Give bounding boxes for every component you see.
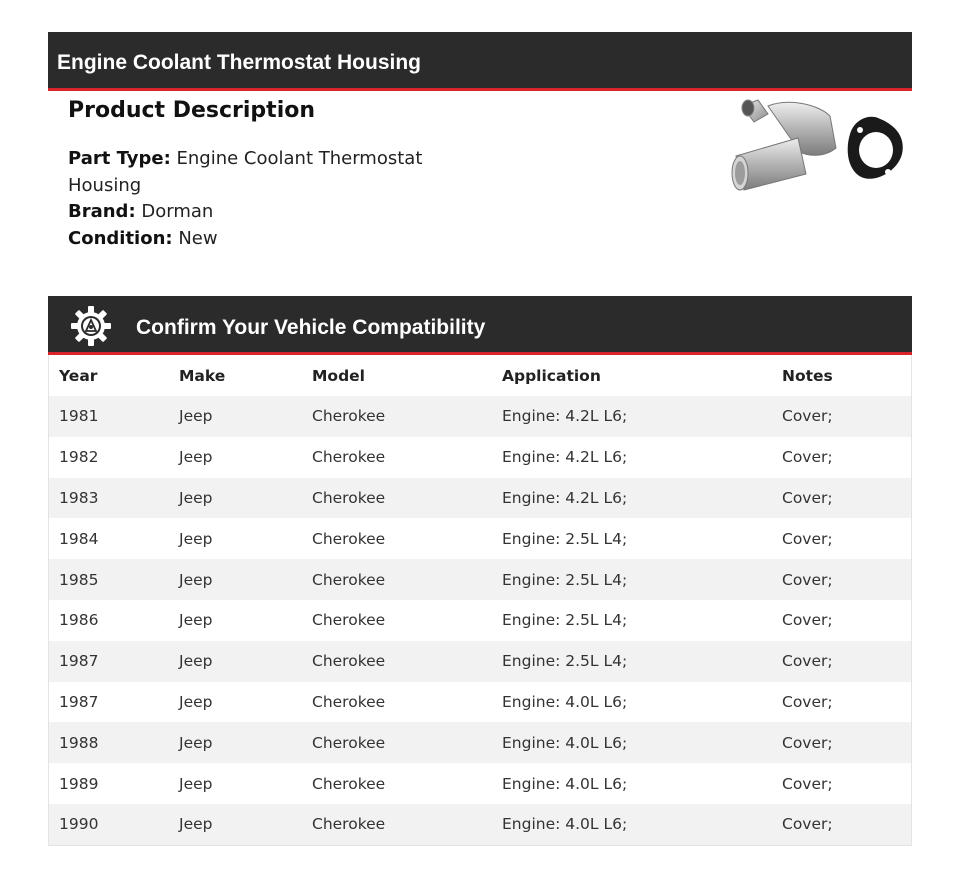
part-type-line <box>68 146 448 199</box>
year-cell: 1985 <box>49 559 170 600</box>
year-cell: 1987 <box>49 682 170 723</box>
notes-cell: Cover; <box>772 722 912 763</box>
notes-cell: Cover; <box>772 478 912 519</box>
notes-cell: Cover; <box>772 559 912 600</box>
application-cell: Engine: 4.2L L6; <box>492 396 772 437</box>
notes-cell: Cover; <box>772 600 912 641</box>
notes-cell: Cover; <box>772 763 912 804</box>
table-row <box>49 396 912 437</box>
notes-cell: Cover; <box>772 518 912 559</box>
application-cell: Engine: 4.2L L6; <box>492 437 772 478</box>
year-cell: 1989 <box>49 763 170 804</box>
year-cell: 1987 <box>49 641 170 682</box>
make-cell: Jeep <box>169 763 302 804</box>
make-cell: Jeep <box>169 600 302 641</box>
year-cell: 1981 <box>49 396 170 437</box>
application-cell: Engine: 2.5L L4; <box>492 600 772 641</box>
brand-label: Brand: <box>68 201 136 222</box>
model-cell: Cherokee <box>302 763 492 804</box>
make-cell: Jeep <box>169 518 302 559</box>
year-cell: 1988 <box>49 722 170 763</box>
compatibility-title: Confirm Your Vehicle Compatibility <box>136 316 486 339</box>
make-cell: Jeep <box>169 559 302 600</box>
model-cell: Cherokee <box>302 804 492 845</box>
gear-icon <box>70 305 112 347</box>
model-cell: Cherokee <box>302 682 492 723</box>
condition-line <box>68 226 448 253</box>
table-row <box>49 763 912 804</box>
product-title-banner <box>48 32 912 91</box>
column-header-year: Year <box>49 355 170 396</box>
gasket-shape <box>848 117 903 179</box>
product-title: Engine Coolant Thermostat Housing <box>57 51 422 74</box>
notes-cell: Cover; <box>772 682 912 723</box>
application-cell: Engine: 4.2L L6; <box>492 478 772 519</box>
year-cell: 1982 <box>49 437 170 478</box>
part-type-label: Part Type: <box>68 148 171 169</box>
application-cell: Engine: 4.0L L6; <box>492 763 772 804</box>
brand-value: Dorman <box>141 201 214 222</box>
table-row <box>49 682 912 723</box>
application-cell: Engine: 4.0L L6; <box>492 804 772 845</box>
notes-cell: Cover; <box>772 804 912 845</box>
application-cell: Engine: 4.0L L6; <box>492 682 772 723</box>
application-cell: Engine: 2.5L L4; <box>492 518 772 559</box>
table-row <box>49 641 912 682</box>
compatibility-banner <box>48 296 912 355</box>
application-cell: Engine: 4.0L L6; <box>492 722 772 763</box>
model-cell: Cherokee <box>302 437 492 478</box>
make-cell: Jeep <box>169 641 302 682</box>
model-cell: Cherokee <box>302 559 492 600</box>
year-cell: 1984 <box>49 518 170 559</box>
notes-cell: Cover; <box>772 396 912 437</box>
make-cell: Jeep <box>169 804 302 845</box>
table-row <box>49 518 912 559</box>
notes-cell: Cover; <box>772 641 912 682</box>
table-row <box>49 600 912 641</box>
notes-cell: Cover; <box>772 437 912 478</box>
model-cell: Cherokee <box>302 518 492 559</box>
column-header-model: Model <box>302 355 492 396</box>
year-cell: 1986 <box>49 600 170 641</box>
product-description <box>68 96 448 252</box>
table-row <box>49 437 912 478</box>
year-cell: 1990 <box>49 804 170 845</box>
model-cell: Cherokee <box>302 641 492 682</box>
column-header-application: Application <box>492 355 772 396</box>
make-cell: Jeep <box>169 478 302 519</box>
application-cell: Engine: 2.5L L4; <box>492 559 772 600</box>
brand-line <box>68 199 448 226</box>
condition-label: Condition: <box>68 227 173 249</box>
model-cell: Cherokee <box>302 722 492 763</box>
application-cell: Engine: 2.5L L4; <box>492 641 772 682</box>
make-cell: Jeep <box>169 722 302 763</box>
year-cell: 1983 <box>49 478 170 519</box>
table-row <box>49 478 912 519</box>
make-cell: Jeep <box>169 437 302 478</box>
product-image <box>728 96 908 196</box>
description-heading: Product Description <box>68 98 316 123</box>
model-cell: Cherokee <box>302 600 492 641</box>
table-row <box>49 559 912 600</box>
part-type-value: Engine Coolant Thermostat Housing <box>68 148 423 196</box>
make-cell: Jeep <box>169 682 302 723</box>
column-header-make: Make <box>169 355 302 396</box>
condition-value: New <box>178 227 218 249</box>
table-row <box>49 804 912 845</box>
table-row <box>49 722 912 763</box>
model-cell: Cherokee <box>302 478 492 519</box>
table-header-row <box>49 355 912 396</box>
model-cell: Cherokee <box>302 396 492 437</box>
make-cell: Jeep <box>169 396 302 437</box>
compatibility-table <box>48 355 912 846</box>
thermostat-housing-shape <box>732 100 836 190</box>
column-header-notes: Notes <box>772 355 912 396</box>
